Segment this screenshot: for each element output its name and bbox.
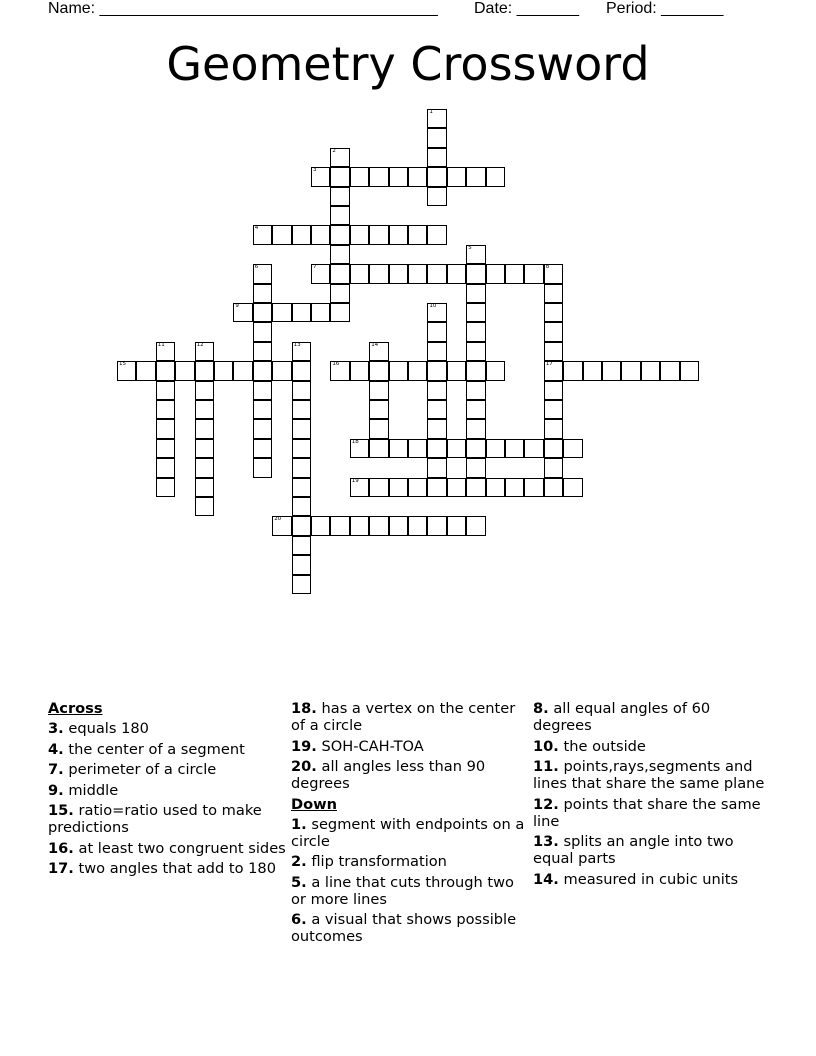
crossword-cell[interactable] (350, 361, 369, 380)
crossword-cell[interactable] (330, 167, 349, 186)
crossword-cell[interactable] (447, 361, 466, 380)
crossword-cell[interactable] (389, 225, 408, 244)
crossword-cell[interactable] (253, 284, 272, 303)
crossword-cell[interactable] (369, 516, 388, 535)
clue-down-2: 2. flip transformation (291, 853, 447, 870)
crossword-cell[interactable] (369, 419, 388, 438)
crossword-cell[interactable] (486, 439, 505, 458)
crossword-cell[interactable] (175, 361, 194, 380)
crossword-cell[interactable] (195, 439, 214, 458)
crossword-cell[interactable] (466, 419, 485, 438)
crossword-cell[interactable] (408, 478, 427, 497)
crossword-cell[interactable] (524, 264, 543, 283)
crossword-cell[interactable] (156, 342, 175, 361)
crossword-cell[interactable] (544, 284, 563, 303)
crossword-cell[interactable] (253, 381, 272, 400)
crossword-cell[interactable] (389, 264, 408, 283)
crossword-cell[interactable] (563, 361, 582, 380)
crossword-cell[interactable] (330, 206, 349, 225)
crossword-cell[interactable] (156, 458, 175, 477)
crossword-cell[interactable] (195, 342, 214, 361)
crossword-cell[interactable] (408, 361, 427, 380)
clues-column-1 (48, 700, 286, 881)
crossword-cell[interactable] (389, 516, 408, 535)
crossword-cell[interactable] (330, 148, 349, 167)
crossword-cell[interactable] (195, 458, 214, 477)
crossword-cell[interactable] (292, 497, 311, 516)
crossword-cell[interactable] (466, 516, 485, 535)
crossword-cell[interactable] (253, 400, 272, 419)
clue-across-17: 17. two angles that add to 180 (48, 860, 276, 877)
crossword-cell[interactable] (350, 167, 369, 186)
cell-number: 12 (196, 341, 204, 348)
crossword-cell[interactable] (369, 225, 388, 244)
crossword-cell[interactable] (544, 439, 563, 458)
crossword-cell[interactable] (408, 264, 427, 283)
crossword-cell[interactable] (369, 439, 388, 458)
crossword-cell[interactable] (447, 264, 466, 283)
crossword-cell[interactable] (369, 167, 388, 186)
crossword-cell[interactable] (544, 264, 563, 283)
crossword-cell[interactable] (369, 361, 388, 380)
crossword-cell[interactable] (195, 361, 214, 380)
crossword-cell[interactable] (486, 361, 505, 380)
crossword-cell[interactable] (292, 400, 311, 419)
crossword-cell[interactable] (466, 342, 485, 361)
clue-down-13: 13. splits an angle into two equal parts (533, 833, 734, 867)
clue-down-8: 8. all equal angles of 60 degrees (533, 700, 711, 734)
cell-number: 13 (293, 341, 301, 348)
cell-number: 14 (371, 341, 379, 348)
cell-number: 16 (332, 361, 340, 368)
crossword-cell[interactable] (292, 536, 311, 555)
crossword-cell[interactable] (544, 419, 563, 438)
crossword-cell[interactable] (505, 439, 524, 458)
crossword-cell[interactable] (253, 361, 272, 380)
crossword-cell[interactable] (544, 322, 563, 341)
crossword-cell[interactable] (427, 342, 446, 361)
crossword-cell[interactable] (369, 264, 388, 283)
crossword-cell[interactable] (583, 361, 602, 380)
crossword-cell[interactable] (253, 264, 272, 283)
crossword-cell[interactable] (427, 439, 446, 458)
crossword-cell[interactable] (330, 284, 349, 303)
crossword-cell[interactable] (427, 167, 446, 186)
crossword-cell[interactable] (369, 478, 388, 497)
crossword-cell[interactable] (233, 303, 252, 322)
crossword-cell[interactable] (524, 439, 543, 458)
crossword-cell[interactable] (427, 187, 446, 206)
crossword-cell[interactable] (427, 148, 446, 167)
crossword-cell[interactable] (350, 516, 369, 535)
crossword-cell[interactable] (466, 478, 485, 497)
clue-down-12: 12. points that share the same line (533, 795, 761, 830)
clues-column-2 (291, 700, 529, 949)
crossword-cell[interactable] (544, 381, 563, 400)
crossword-cell[interactable] (311, 516, 330, 535)
crossword-cell[interactable] (292, 478, 311, 497)
crossword-cell[interactable] (253, 225, 272, 244)
cell-number: 10 (429, 303, 437, 309)
crossword-cell[interactable] (408, 225, 427, 244)
crossword-cell[interactable] (466, 458, 485, 477)
cell-number: 8 (545, 264, 550, 271)
crossword-cell[interactable] (544, 303, 563, 322)
crossword-cell[interactable] (195, 478, 214, 497)
crossword-cell[interactable] (253, 303, 272, 322)
crossword-cell[interactable] (447, 478, 466, 497)
crossword-cell[interactable] (156, 381, 175, 400)
crossword-cell[interactable] (330, 245, 349, 264)
clues-column-3 (533, 700, 771, 891)
cell-number: 15 (119, 361, 126, 368)
crossword-cell[interactable] (427, 381, 446, 400)
cell-number: 18 (351, 438, 359, 445)
crossword-cell[interactable] (214, 361, 233, 380)
across-heading: Across (48, 700, 103, 717)
crossword-cell[interactable] (330, 187, 349, 206)
crossword-cell[interactable] (156, 439, 175, 458)
crossword-cell[interactable] (408, 167, 427, 186)
crossword-cell[interactable] (466, 381, 485, 400)
crossword-cell[interactable] (292, 555, 311, 574)
cell-number: 7 (313, 264, 317, 271)
crossword-cell[interactable] (350, 439, 369, 458)
crossword-cell[interactable] (621, 361, 640, 380)
crossword-cell[interactable] (466, 303, 485, 322)
crossword-cell[interactable] (330, 225, 349, 244)
crossword-cell[interactable] (253, 322, 272, 341)
clue-down-11: 11. points,rays,segments and lines that share the same plane (533, 758, 765, 792)
crossword-cell[interactable] (156, 400, 175, 419)
crossword-cell[interactable] (563, 439, 582, 458)
crossword-cell[interactable] (292, 225, 311, 244)
crossword-cell[interactable] (233, 361, 252, 380)
crossword-cell[interactable] (466, 322, 485, 341)
crossword-cell[interactable] (311, 264, 330, 283)
crossword-cell[interactable] (253, 419, 272, 438)
crossword-cell[interactable] (369, 400, 388, 419)
crossword-cell[interactable] (486, 167, 505, 186)
crossword-cell[interactable] (466, 361, 485, 380)
crossword-cell[interactable] (505, 264, 524, 283)
crossword-cell[interactable] (427, 128, 446, 147)
crossword-cell[interactable] (272, 225, 291, 244)
crossword-cell[interactable] (272, 516, 291, 535)
clue-across-19: 19. SOH-CAH-TOA (291, 737, 424, 755)
crossword-cell[interactable] (641, 361, 660, 380)
crossword-cell[interactable] (350, 264, 369, 283)
crossword-cell[interactable] (408, 516, 427, 535)
cell-number: 17 (545, 361, 553, 368)
crossword-cell[interactable] (389, 167, 408, 186)
crossword-cell[interactable] (292, 361, 311, 380)
crossword-cell[interactable] (311, 225, 330, 244)
crossword-cell[interactable] (389, 478, 408, 497)
cell-number: 4 (254, 225, 259, 232)
crossword-cell[interactable] (486, 478, 505, 497)
crossword-cell[interactable] (427, 419, 446, 438)
crossword-cell[interactable] (292, 303, 311, 322)
crossword-cell[interactable] (544, 478, 563, 497)
crossword-cell[interactable] (292, 381, 311, 400)
cell-number: 3 (313, 167, 317, 174)
cell-number: 11 (157, 341, 165, 348)
crossword-cell[interactable] (524, 478, 543, 497)
clue-across-3: 3. equals 180 (48, 720, 149, 737)
crossword-cell[interactable] (486, 264, 505, 283)
crossword-cell[interactable] (311, 303, 330, 322)
crossword-cell[interactable] (156, 419, 175, 438)
cell-number: 19 (351, 477, 359, 484)
crossword-cell[interactable] (330, 303, 349, 322)
clue-down-1: 1. segment with endpoints on a circle (291, 815, 525, 850)
crossword-cell[interactable] (466, 284, 485, 303)
clue-across-15: 15. ratio=ratio used to make predictions (48, 802, 262, 836)
cell-number: 5 (468, 244, 472, 251)
crossword-cell[interactable] (427, 361, 446, 380)
crossword-cell[interactable] (369, 342, 388, 361)
crossword-cell[interactable] (427, 458, 446, 477)
clue-across-7: 7. perimeter of a circle (48, 761, 217, 778)
crossword-cell[interactable] (350, 478, 369, 497)
crossword-cell[interactable] (427, 264, 446, 283)
crossword-cell[interactable] (466, 264, 485, 283)
crossword-cell[interactable] (330, 264, 349, 283)
crossword-cell[interactable] (563, 478, 582, 497)
crossword-cell[interactable] (292, 575, 311, 594)
crossword-cell[interactable] (466, 245, 485, 264)
clue-across-4: 4. the center of a segment (48, 740, 245, 758)
crossword-cell[interactable] (466, 439, 485, 458)
crossword-cell[interactable] (292, 458, 311, 477)
crossword-cell[interactable] (505, 478, 524, 497)
period-field-label: Period: _______ (606, 0, 724, 17)
crossword-cell[interactable] (680, 361, 699, 380)
crossword-cell[interactable] (427, 322, 446, 341)
crossword-cell[interactable] (292, 342, 311, 361)
clue-down-14: 14. measured in cubic units (533, 870, 739, 888)
date-field-label: Date: _______ (474, 0, 579, 17)
crossword-cell[interactable] (544, 458, 563, 477)
crossword-cell[interactable] (427, 109, 446, 128)
cell-number: 6 (254, 264, 259, 271)
clue-across-18: 18. has a vertex on the center of a circle (291, 700, 516, 734)
crossword-cell[interactable] (447, 439, 466, 458)
crossword-cell[interactable] (389, 439, 408, 458)
crossword-cell[interactable] (408, 439, 427, 458)
clue-across-9: 9. middle (48, 781, 119, 799)
crossword-cell[interactable] (330, 361, 349, 380)
cell-number: 20 (274, 516, 282, 523)
crossword-cell[interactable] (311, 167, 330, 186)
name-field-label: Name: ______________________________________ (48, 0, 438, 17)
clue-across-16: 16. at least two congruent sides (48, 839, 286, 857)
clue-down-10: 10. the outside (533, 737, 646, 755)
crossword-cell[interactable] (427, 400, 446, 419)
crossword-cell[interactable] (369, 381, 388, 400)
crossword-cell[interactable] (195, 419, 214, 438)
crossword-cell[interactable] (195, 400, 214, 419)
crossword-cell[interactable] (427, 225, 446, 244)
crossword-cell[interactable] (272, 361, 291, 380)
crossword-cell[interactable] (602, 361, 621, 380)
crossword-cell[interactable] (427, 303, 446, 322)
crossword-cell[interactable] (292, 516, 311, 535)
crossword-cell[interactable] (466, 400, 485, 419)
crossword-cell[interactable] (660, 361, 679, 380)
crossword-cell[interactable] (427, 516, 446, 535)
crossword-cell[interactable] (447, 167, 466, 186)
crossword-cell[interactable] (466, 167, 485, 186)
crossword-cell[interactable] (292, 439, 311, 458)
crossword-cell[interactable] (253, 439, 272, 458)
crossword-cell[interactable] (253, 342, 272, 361)
crossword-cell[interactable] (427, 478, 446, 497)
crossword-cell[interactable] (389, 361, 408, 380)
crossword-cell[interactable] (292, 419, 311, 438)
crossword-cell[interactable] (544, 361, 563, 380)
crossword-cell[interactable] (195, 381, 214, 400)
crossword-cell[interactable] (195, 497, 214, 516)
crossword-cell[interactable] (156, 478, 175, 497)
down-heading: Down (291, 795, 338, 813)
crossword-cell[interactable] (136, 361, 155, 380)
crossword-cell[interactable] (272, 303, 291, 322)
cell-number: 2 (332, 147, 336, 154)
crossword-cell[interactable] (447, 516, 466, 535)
crossword-cell[interactable] (156, 361, 175, 380)
crossword-cell[interactable] (330, 516, 349, 535)
crossword-cell[interactable] (350, 225, 369, 244)
crossword-cell[interactable] (544, 400, 563, 419)
cell-number: 9 (235, 303, 239, 309)
page-title: Geometry Crossword (166, 37, 650, 91)
clue-down-5: 5. a line that cuts through two or more lines (291, 873, 514, 908)
crossword-cell[interactable] (544, 342, 563, 361)
crossword-cell[interactable] (117, 361, 136, 380)
crossword-cell[interactable] (253, 458, 272, 477)
clue-down-6: 6. a visual that shows possible outcomes (291, 911, 517, 945)
clue-across-20: 20. all angles less than 90 degrees (291, 758, 486, 792)
cell-number: 1 (429, 109, 433, 115)
